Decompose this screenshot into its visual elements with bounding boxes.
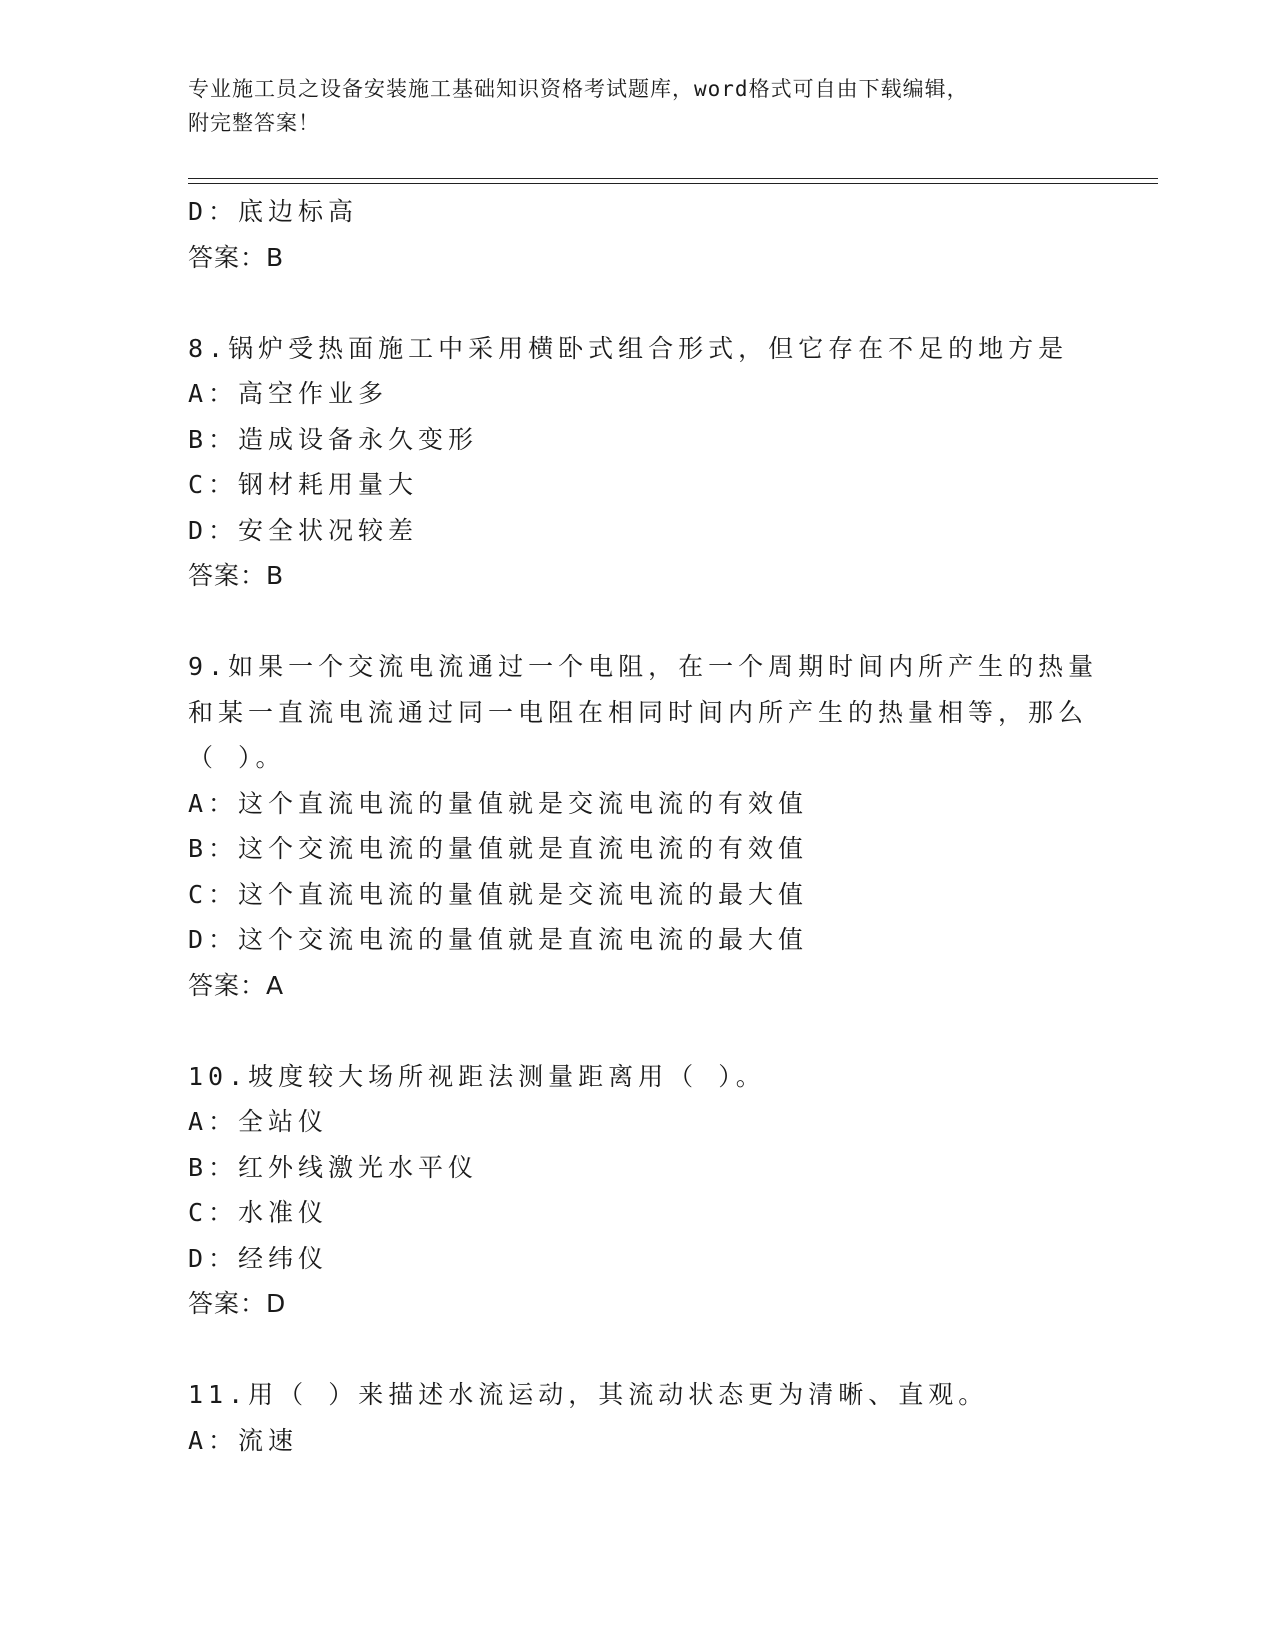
option-d: D：这个交流电流的量值就是直流电流的最大值 [188,925,809,954]
question-11 [188,1372,1158,1463]
option-a: A：这个直流电流的量值就是交流电流的有效值 [188,788,809,818]
document-header [188,72,1068,140]
option-b: B：红外线激光水平仪 [188,1152,479,1182]
question-stem: 10.坡度较大场所视距法测量距离用（ ）。 [188,1061,766,1091]
header-title-line-2: 附完整答案！ [188,111,320,135]
question-stem: 8.锅炉受热面施工中采用横卧式组合形式，但它存在不足的地方是 [188,333,1069,363]
question-stem-line-2: 和某一直流电流通过同一电阻在相同时间内所产生的热量相等，那么 [188,697,1089,727]
header-title-line-1: 专业施工员之设备安装施工基础知识资格考试题库，word格式可自由下载编辑， [188,77,969,101]
answer-line: 答案：B [188,242,285,272]
option-a: A：全站仪 [188,1107,329,1136]
option-b: B：造成设备永久变形 [188,424,479,454]
option-c: C：这个直流电流的量值就是交流电流的最大值 [188,879,809,909]
option-d: D：经纬仪 [188,1243,329,1273]
question-stem-line-3: （ ）。 [188,743,286,772]
question-8 [188,326,1158,599]
document-page [188,0,1158,1650]
option-d: D：底边标高 [188,197,359,226]
answer-line: 答案：D [188,1289,287,1318]
question-stem: 11.用（ ）来描述水流运动，其流动状态更为清晰、直观。 [188,1380,989,1409]
header-divider [188,178,1158,184]
answer-line: 答案：B [188,561,285,590]
option-a: A：流速 [188,1425,299,1455]
option-b: B：这个交流电流的量值就是直流电流的有效值 [188,834,809,863]
question-stem-line-1: 9.如果一个交流电流通过一个电阻，在一个周期时间内所产生的热量 [188,652,1099,681]
question-10 [188,1054,1158,1327]
option-d: D：安全状况较差 [188,515,419,545]
option-c: C：水准仪 [188,1198,329,1227]
question-9 [188,644,1158,1008]
option-c: C：钢材耗用量大 [188,470,419,499]
answer-line: 答案：A [188,970,285,1000]
option-a: A：高空作业多 [188,379,389,408]
question-content [188,189,1158,1463]
